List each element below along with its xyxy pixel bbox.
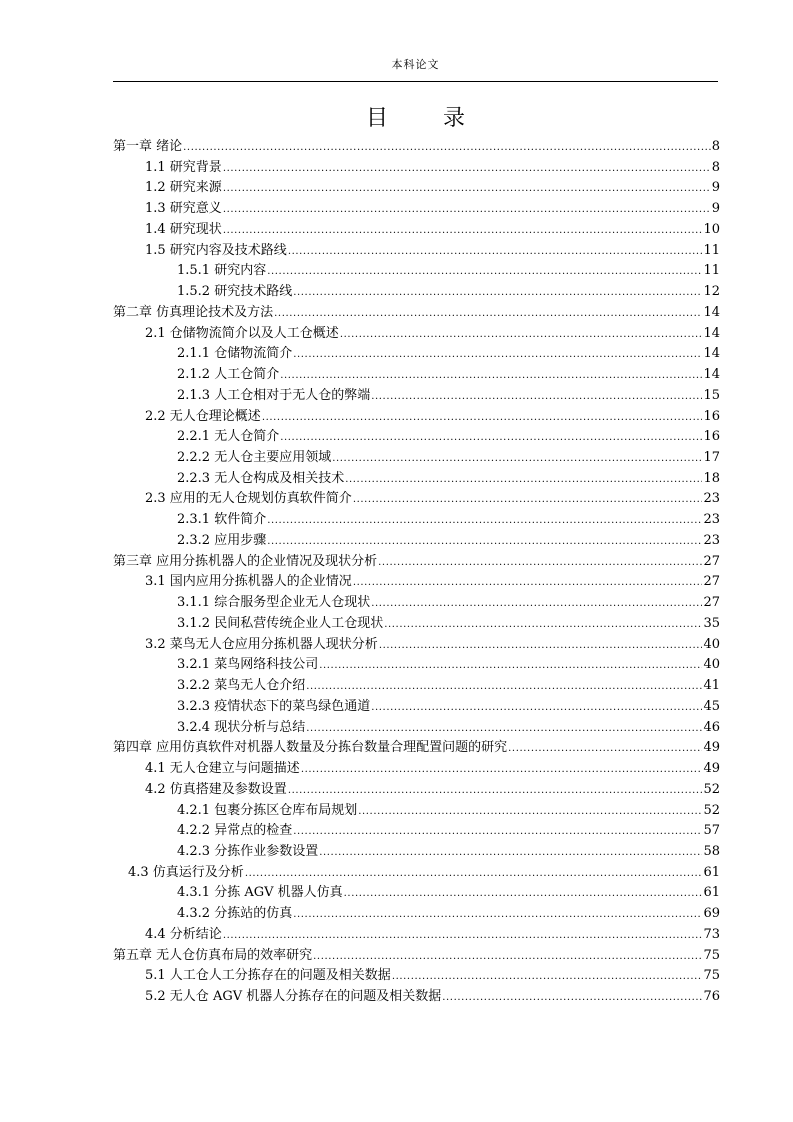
dot-leader	[288, 781, 703, 802]
toc-entry-title: 2.2.3 无人仓构成及相关技术	[177, 470, 345, 486]
dot-leader	[267, 262, 702, 283]
toc-entry[interactable]	[113, 966, 720, 987]
dot-leader	[183, 138, 711, 159]
toc-page-number: 40	[703, 636, 720, 652]
dot-leader	[508, 739, 702, 760]
toc-entry-title: 3.2.2 菜鸟无人仓介绍	[177, 678, 306, 694]
toc-page-number: 18	[703, 470, 720, 486]
toc-page-number: 23	[703, 532, 720, 548]
toc-page-number: 49	[703, 761, 720, 777]
dot-leader	[280, 428, 702, 449]
toc-entry-title: 第五章 无人仓仿真布局的效率研究	[113, 947, 313, 963]
toc-entry[interactable]	[113, 925, 720, 946]
dot-leader	[262, 408, 703, 429]
toc-entry-title: 4.2.1 包裹分拣区仓库布局规划	[177, 802, 358, 818]
toc-page-number: 16	[703, 429, 720, 445]
toc-entry[interactable]	[113, 904, 720, 925]
toc-entry-title: 1.1 研究背景	[145, 159, 222, 175]
toc-title: 目 录	[366, 106, 489, 131]
toc-entry[interactable]	[113, 303, 720, 324]
toc-page-number: 10	[703, 221, 720, 237]
toc-entry-title: 2.1.1 仓储物流简介	[177, 346, 293, 362]
toc-entry[interactable]	[113, 842, 720, 863]
dot-leader	[313, 947, 702, 968]
toc-entry-title: 4.2 仿真搭建及参数设置	[145, 781, 287, 797]
toc-entry-title: 1.3 研究意义	[145, 201, 222, 217]
toc-page-number: 35	[703, 615, 720, 631]
toc-page-number: 75	[703, 947, 720, 963]
page-header: 本科论文	[391, 58, 440, 71]
toc-entry[interactable]	[113, 801, 720, 822]
toc-page-number: 12	[703, 284, 720, 300]
dot-leader	[301, 760, 703, 781]
toc-entry[interactable]	[113, 697, 720, 718]
toc-page-number: 61	[703, 864, 720, 880]
dot-leader	[274, 304, 702, 325]
toc-entry[interactable]	[113, 241, 720, 262]
toc-page-number: 14	[703, 325, 720, 341]
toc-page-number: 9	[711, 180, 720, 196]
toc-entry[interactable]	[113, 552, 720, 573]
toc-page-number: 49	[703, 740, 720, 756]
toc-page-number: 73	[703, 926, 720, 942]
toc-entry-title: 2.1.2 人工仓简介	[177, 367, 280, 383]
toc-entry[interactable]	[113, 137, 720, 158]
toc-page-number: 69	[703, 906, 720, 922]
toc-entry[interactable]	[113, 821, 720, 842]
toc-entry[interactable]	[113, 883, 720, 904]
dot-leader	[344, 884, 703, 905]
toc-page-number: 14	[703, 367, 720, 383]
header-divider	[113, 81, 718, 82]
toc-page-number: 27	[703, 553, 720, 569]
dot-leader	[223, 179, 711, 200]
dot-leader	[306, 677, 702, 698]
toc-entry[interactable]	[113, 946, 720, 967]
table-of-contents	[113, 137, 720, 1008]
dot-leader	[223, 926, 703, 947]
dot-leader	[353, 573, 703, 594]
toc-entry[interactable]	[113, 427, 720, 448]
toc-entry[interactable]	[113, 780, 720, 801]
toc-page-number: 76	[703, 989, 720, 1005]
toc-entry[interactable]	[113, 718, 720, 739]
toc-entry-title: 2.1 仓储物流简介以及人工仓概述	[145, 325, 339, 341]
dot-leader	[319, 843, 702, 864]
toc-page-number: 14	[703, 346, 720, 362]
dot-leader	[442, 988, 702, 1009]
toc-entry-title: 5.2 无人仓 AGV 机器人分拣存在的问题及相关数据	[145, 989, 442, 1005]
toc-page-number: 52	[703, 781, 720, 797]
toc-entry-title: 第一章 绪论	[113, 139, 183, 154]
dot-leader	[319, 656, 702, 677]
dot-leader	[288, 242, 703, 263]
toc-entry[interactable]	[113, 593, 720, 614]
toc-entry-title: 1.5.1 研究内容	[177, 263, 267, 279]
dot-leader	[371, 698, 702, 719]
dot-leader	[392, 967, 703, 988]
toc-page-number: 27	[703, 595, 720, 611]
dot-leader	[332, 449, 702, 470]
toc-page-number: 15	[703, 387, 720, 403]
toc-entry[interactable]	[113, 655, 720, 676]
toc-entry[interactable]	[113, 635, 720, 656]
toc-page-number: 57	[703, 823, 720, 839]
toc-entry-title: 3.1.1 综合服务型企业无人仓现状	[177, 595, 371, 611]
dot-leader	[293, 822, 702, 843]
toc-entry[interactable]	[113, 324, 720, 345]
dot-leader	[306, 719, 702, 740]
toc-page-number: 45	[703, 698, 720, 714]
toc-page-number: 52	[703, 802, 720, 818]
dot-leader	[223, 200, 711, 221]
toc-entry[interactable]	[113, 199, 720, 220]
dot-leader	[371, 594, 702, 615]
toc-entry-title: 1.4 研究现状	[145, 221, 222, 237]
dot-leader	[384, 615, 702, 636]
toc-entry[interactable]	[113, 614, 720, 635]
toc-entry[interactable]	[113, 572, 720, 593]
toc-page-number: 61	[703, 885, 720, 901]
toc-page-number: 46	[703, 719, 720, 735]
toc-entry-title: 2.2 无人仓理论概述	[145, 408, 261, 424]
toc-entry[interactable]	[113, 676, 720, 697]
toc-entry-title: 2.1.3 人工仓相对于无人仓的弊端	[177, 387, 371, 403]
toc-entry[interactable]	[113, 531, 720, 552]
toc-page-number: 40	[703, 657, 720, 673]
toc-page-number: 23	[703, 491, 720, 507]
toc-entry[interactable]	[113, 489, 720, 510]
toc-entry-title: 4.1 无人仓建立与问题描述	[145, 761, 300, 777]
dot-leader	[280, 366, 702, 387]
dot-leader	[293, 283, 702, 304]
toc-entry[interactable]	[113, 386, 720, 407]
toc-entry-title: 3.1.2 民间私营传统企业人工仓现状	[177, 615, 384, 631]
dot-leader	[378, 553, 702, 574]
dot-leader	[267, 532, 702, 553]
dot-leader	[340, 325, 703, 346]
dot-leader	[371, 387, 702, 408]
dot-leader	[345, 470, 702, 491]
toc-page-number: 16	[703, 408, 720, 424]
toc-page-number: 17	[703, 450, 720, 466]
toc-entry-title: 2.3.2 应用步骤	[177, 532, 267, 548]
toc-entry[interactable]	[113, 448, 720, 469]
toc-entry-title: 1.2 研究来源	[145, 180, 222, 196]
toc-entry[interactable]	[113, 469, 720, 490]
toc-entry-title: 3.1 国内应用分拣机器人的企业情况	[145, 574, 352, 590]
dot-leader	[293, 345, 702, 366]
toc-page-number: 8	[711, 139, 720, 154]
toc-entry[interactable]	[113, 365, 720, 386]
toc-entry[interactable]	[113, 987, 720, 1008]
toc-entry[interactable]	[113, 261, 720, 282]
dot-leader	[353, 490, 703, 511]
dot-leader	[358, 802, 702, 823]
toc-entry[interactable]	[113, 158, 720, 179]
toc-entry-title: 3.2.3 疫情状态下的菜鸟绿色通道	[177, 698, 371, 714]
toc-entry-title: 4.2.2 异常点的检查	[177, 823, 293, 839]
toc-entry-title: 2.2.1 无人仓简介	[177, 429, 280, 445]
toc-page-number: 75	[703, 968, 720, 984]
toc-entry-title: 4.4 分析结论	[145, 926, 222, 942]
toc-entry-title: 3.2.4 现状分析与总结	[177, 719, 306, 735]
toc-entry-title: 第二章 仿真理论技术及方法	[113, 304, 274, 320]
toc-entry-title: 第四章 应用仿真软件对机器人数量及分拣台数量合理配置问题的研究	[113, 740, 508, 756]
dot-leader	[223, 159, 711, 180]
toc-entry[interactable]	[113, 407, 720, 428]
toc-entry[interactable]	[113, 344, 720, 365]
toc-entry-title: 5.1 人工仓人工分拣存在的问题及相关数据	[145, 968, 391, 984]
toc-entry-title: 1.5 研究内容及技术路线	[145, 242, 287, 258]
toc-page-number: 23	[703, 512, 720, 528]
toc-entry[interactable]	[113, 220, 720, 241]
toc-entry-title: 2.3.1 软件简介	[177, 512, 267, 528]
toc-entry-title: 2.3 应用的无人仓规划仿真软件简介	[145, 491, 352, 507]
toc-entry-title: 4.3.2 分拣站的仿真	[177, 906, 293, 922]
toc-entry[interactable]	[113, 282, 720, 303]
toc-page-number: 8	[711, 159, 720, 175]
toc-page-number: 58	[703, 843, 720, 859]
toc-entry-title: 4.2.3 分拣作业参数设置	[177, 843, 319, 859]
toc-entry-title: 第三章 应用分拣机器人的企业情况及现状分析	[113, 553, 378, 569]
toc-entry[interactable]	[113, 738, 720, 759]
toc-entry[interactable]	[113, 178, 720, 199]
toc-page-number: 27	[703, 574, 720, 590]
toc-page-number: 14	[703, 304, 720, 320]
toc-page-number: 9	[711, 201, 720, 217]
toc-entry[interactable]	[113, 510, 720, 531]
dot-leader	[245, 864, 703, 885]
toc-page-number: 11	[703, 242, 720, 258]
toc-entry-title: 2.2.2 无人仓主要应用领域	[177, 450, 332, 466]
toc-entry-title: 3.2 菜鸟无人仓应用分拣机器人现状分析	[145, 636, 378, 652]
dot-leader	[293, 905, 702, 926]
toc-entry-title: 1.5.2 研究技术路线	[177, 284, 293, 300]
toc-page-number: 41	[703, 678, 720, 694]
toc-entry-title: 4.3.1 分拣 AGV 机器人仿真	[177, 885, 343, 901]
toc-entry-title: 4.3 仿真运行及分析	[128, 864, 244, 880]
toc-entry-title: 3.2.1 菜鸟网络科技公司	[177, 657, 319, 673]
dot-leader	[223, 221, 703, 242]
dot-leader	[379, 636, 703, 657]
toc-page-number: 11	[703, 263, 720, 279]
dot-leader	[267, 511, 702, 532]
toc-entry[interactable]	[113, 759, 720, 780]
toc-entry[interactable]	[113, 863, 720, 884]
